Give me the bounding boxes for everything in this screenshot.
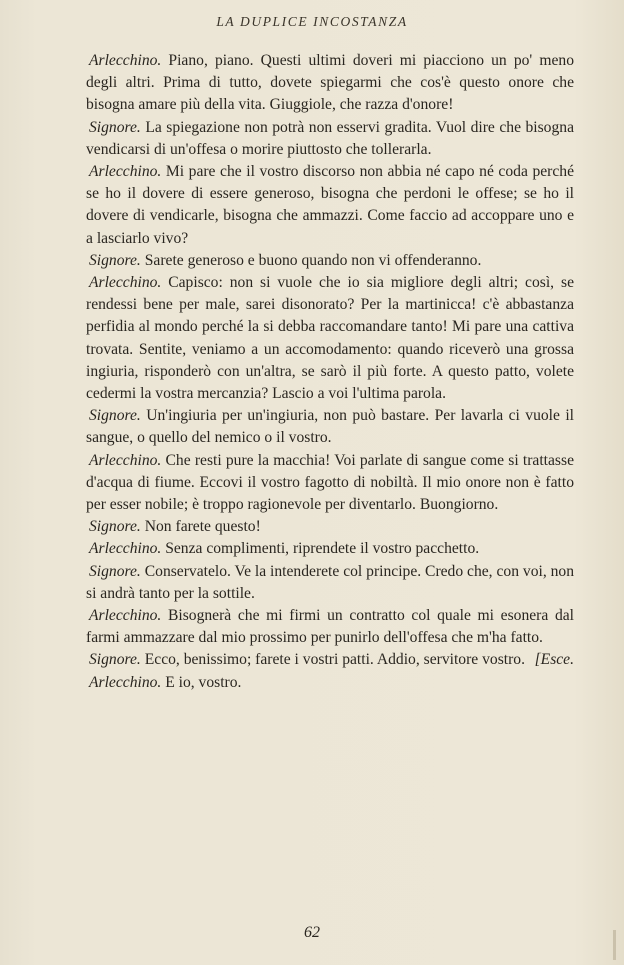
speech-text: Un'ingiuria per un'ingiuria, non può bastare. Per lavarla ci vuole il sangue, o quello del nemico o il vostro. [86, 407, 574, 447]
speech-text: Non farete questo! [140, 518, 261, 536]
speech-text: Sarete generoso e buono quando non vi offenderanno. [140, 251, 482, 269]
speaker-name: Signore. [89, 562, 141, 580]
speech [86, 649, 574, 671]
speech [86, 117, 574, 161]
speech-text: Bisognerà che mi firmi un contratto col quale mi esonera dal farmi ammazzare dal mio prossimo per punirlo dell'offesa che m'ha fatto. [86, 607, 574, 647]
speech-text: Mi pare che il vostro discorso non abbia né capo né coda perché se ho il dovere di essere generoso, bisogna che perdoni le offese; se ho il dovere di vendicarle, bisogna che ammazzi. Come faccio ad accoppare uno e a lasciarlo vivo? [86, 163, 574, 247]
speech [86, 272, 574, 405]
page-edge-shadow [613, 930, 616, 960]
speech-text: Che resti pure la macchia! Voi parlate di sangue come si trattasse d'acqua di fiume. Eccovi il vostro fagotto di nobiltà. Il mio onore non è fatto per esser nobile; è troppo ragionevole per diventarlo. Buongiorno. [86, 451, 574, 514]
speech [86, 161, 574, 250]
speaker-name: Signore. [89, 407, 141, 425]
speaker-name: Signore. [89, 651, 141, 669]
speech-text: Piano, piano. Questi ultimi doveri mi piacciono un po' meno degli altri. Prima di tutto, dovete spiegarmi che cos'è questo onore che bisogna amare più della vita. Giuggiole, che razza d'onore! [86, 52, 574, 114]
speech-text: Capisco: non si vuole che io sia migliore degli altri; così, se rendessi bene per male, sarei disonorato? Per la martinicca! c'è abbastanza perfidia al mondo perché la si debba raccomandare tanto! Mi pare una cattiva trovata. Sentite, veniamo a un accomodamento: quando riceverò una grossa ingiuria, risponderò con un'altra, se sarò il più forte. A questo patto, volete cedermi la vostra mercanzia? Lascio a voi l'ultima parola. [86, 274, 574, 403]
speaker-name: Arlecchino. [89, 451, 162, 469]
speaker-name: Arlecchino. [89, 52, 162, 69]
speech [86, 561, 574, 605]
speech [86, 516, 574, 538]
speech-text: Senza complimenti, riprendete il vostro pacchetto. [161, 540, 480, 558]
speech-text: E io, vostro. [161, 673, 242, 691]
speech [86, 250, 574, 272]
speaker-name: Arlecchino. [89, 607, 162, 625]
speech [86, 605, 574, 649]
dialogue-text [86, 50, 574, 694]
speaker-name: Signore. [89, 251, 141, 269]
speaker-name: Signore. [89, 118, 141, 136]
speaker-name: Arlecchino. [89, 540, 162, 558]
page-number: 62 [304, 924, 320, 941]
speaker-name: Arlecchino. [89, 274, 162, 292]
running-head: LA DUPLICE INCOSTANZA [216, 14, 408, 29]
speech [86, 450, 574, 517]
speech [86, 672, 574, 694]
speaker-name: Signore. [89, 518, 141, 536]
speech-text: La spiegazione non potrà non esservi gradita. Vuol dire che bisogna vendicarsi di un'offesa o morire piuttosto che tollerarla. [86, 118, 574, 158]
speech [86, 538, 574, 560]
stage-direction: [Esce. [534, 651, 574, 669]
speech-text: Conservatelo. Ve la intenderete col principe. Credo che, con voi, non si andrà tanto per la sottile. [86, 562, 575, 602]
speech-text: Ecco, benissimo; farete i vostri patti. Addio, servitore vostro. [140, 651, 525, 669]
speaker-name: Arlecchino. [89, 673, 162, 691]
speaker-name: Arlecchino. [89, 163, 162, 181]
speech [86, 50, 574, 117]
speech [86, 405, 574, 449]
